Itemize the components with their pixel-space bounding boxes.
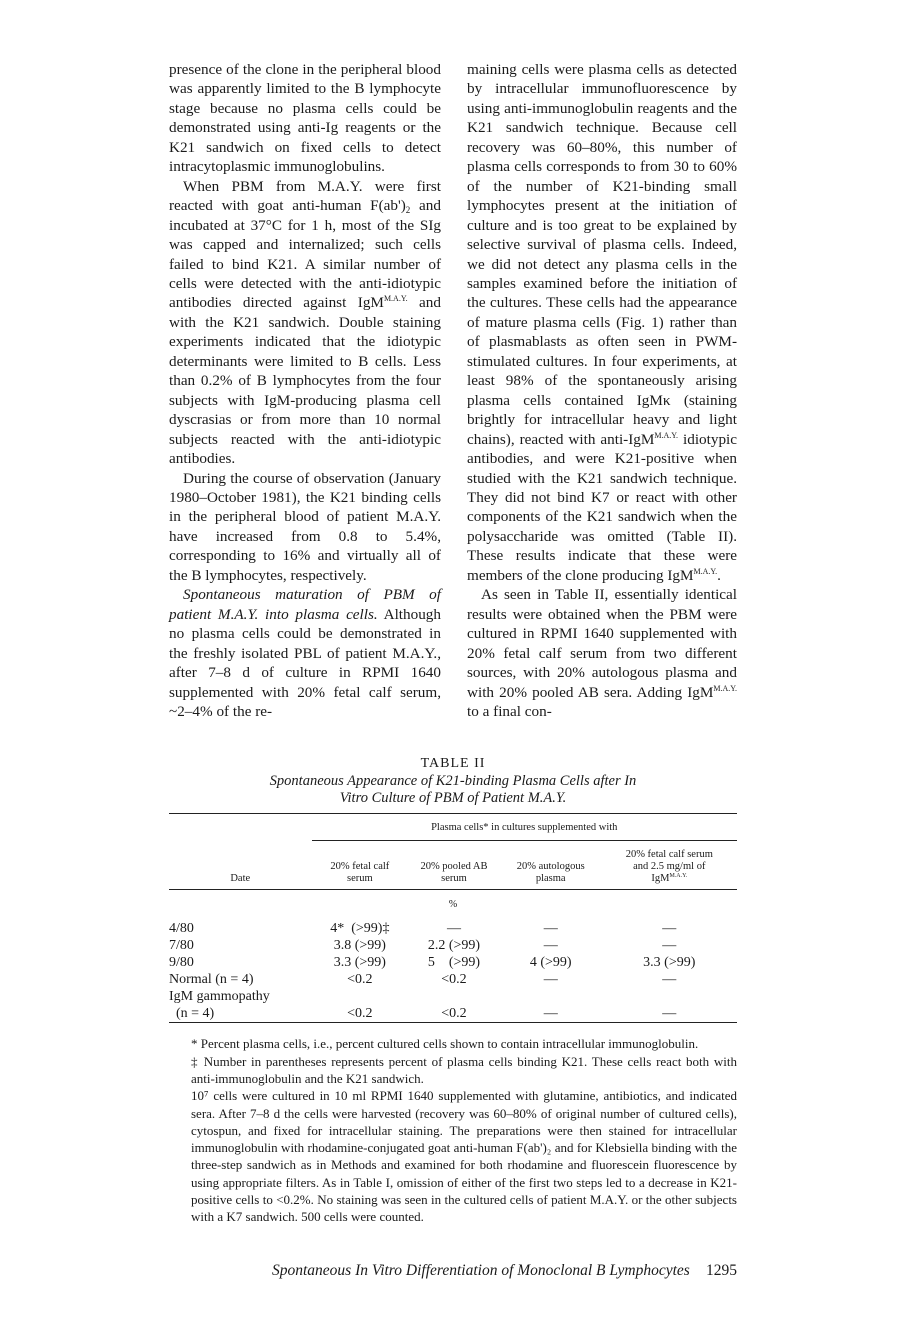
table-cell: 3.3 (>99) [643, 955, 696, 971]
text-run: . [717, 566, 721, 584]
table-cell: 2.2 (>99) [427, 938, 481, 954]
right-text-column [467, 60, 737, 721]
unit-label: % [448, 899, 458, 911]
paragraph [467, 60, 737, 585]
table-cell: — [543, 1006, 558, 1022]
header-autologous [500, 841, 602, 890]
text-run: As seen in Table II, essentially identical results were obtained when the PBM were cultured in RPMI 1640 supplemented with 20% fetal calf serum from two different sources, with 20% autologous plasma and with 20% pooled AB sera. Adding IgM [467, 586, 737, 701]
table-cell: — [662, 921, 677, 937]
table-footnotes [191, 1035, 737, 1225]
header-superscript: M.A.Y. [669, 873, 688, 880]
text-run: During the course of observation (January 1980–October 1981), the K21 binding cells in the peripheral blood of patient M.A.Y. have increased from 0.8 to 5.4%, corresponding to 16% and virtually all of the B lymphocytes, respectively. [169, 469, 441, 584]
header-date: Date [169, 841, 312, 890]
table-cell: <0.2 [347, 1006, 373, 1022]
row-label: (n = 4) [169, 1006, 215, 1022]
table-label: TABLE II [420, 756, 486, 772]
table-cell: 3.8 (>99) [333, 938, 386, 954]
table-cell: — [543, 972, 558, 988]
header-text: 20% fetal calf serum [330, 861, 390, 885]
spanner-header: Plasma cells* in cultures supplemented with [312, 814, 738, 841]
footnote-asterisk: * Percent plasma cells, i.e., percent cultured cells shown to contain intracellular immunoglobulin. [191, 1036, 699, 1052]
row-label: 9/80 [169, 955, 194, 971]
row-label: 7/80 [169, 938, 194, 954]
table-cell: 5 (>99) [427, 955, 481, 971]
row-label: 4/80 [169, 921, 194, 937]
text-run: maining cells were plasma cells as detected by intracellular immunofluorescence by using anti-immunoglobulin reagents and the K21 sandwich technique. Because cell recovery was 60–80%, this number of plasma cells corresponds to from 30 to 60% of the number of K21-binding small lymphocytes present at the initiation of culture and is too great to be explained by selective survival of plasma cells. Indeed, we did not detect any plasma cells in the samples examined before the initiation of the cultures. These cells had the appearance of mature plasma cells (Fig. 1) rather than of plasmablasts as often seen in PWM-stimulated cultures. In four experiments, at least 98% of the spontaneously arising plasma cells contained IgMκ (staining brightly for intracellular heavy and light chains), reacted with anti-IgM [467, 61, 737, 448]
table-cell [312, 988, 409, 1005]
header-pooled-ab [408, 841, 500, 890]
table-cell: — [662, 938, 677, 954]
body-columns [169, 60, 737, 721]
text-run: idiotypic antibodies, and were K21-positive when studied with the K21 sandwich technique. They did not bind K7 or react with other components of the K21 sandwich when the polysaccharide was omitted (Table II). These results indicate that these were members of the clone producing IgM [467, 430, 737, 584]
header-text: 20% fetal calf serum and 2.5 mg/ml of IgM [625, 849, 713, 885]
table-cell: 4 (>99) [529, 955, 572, 971]
table-cell: — [446, 921, 461, 937]
table-cell: — [662, 972, 677, 988]
header-text: 20% pooled AB serum [420, 861, 488, 885]
text-run: and with the K21 sandwich. Double staining experiments indicated that the idiotypic determinants were limited to B cells. Less than 0.2% of B lymphocytes from the four subjects with IgM-producing plasma cell dyscrasias or from more than 10 normal subjects reacted with the anti-idiotypic antibodies. [169, 294, 441, 468]
left-text-column [169, 60, 441, 721]
header-fetal-calf-igm [602, 841, 737, 890]
table-row [169, 971, 737, 988]
superscript: M.A.Y. [693, 566, 718, 576]
data-table [169, 813, 737, 1023]
superscript: M.A.Y. [713, 683, 737, 693]
paragraph [169, 177, 441, 469]
page-footer [169, 1262, 737, 1280]
table-cell: — [543, 938, 558, 954]
paragraph [169, 60, 441, 177]
header-text: 20% autologous plasma [516, 861, 585, 885]
page-number: 1295 [706, 1261, 737, 1279]
header-fetal-calf [312, 841, 409, 890]
superscript: M.A.Y. [654, 430, 679, 440]
table-cell: 4* (>99)‡ [330, 921, 390, 937]
table-cell [602, 988, 737, 1005]
paragraph [169, 469, 441, 586]
table-cell: 3.3 (>99) [333, 955, 386, 971]
table-cell: — [543, 921, 558, 937]
table-row [169, 1005, 737, 1023]
running-title: Spontaneous In Vitro Differentiation of Monoclonal B Lymphocytes [272, 1261, 690, 1279]
table-cell [408, 988, 500, 1005]
footnote-dagger: ‡ Number in parentheses represents percent of plasma cells binding K21. These cells react both with anti-immunoglobulin and the K21 sandwich. [191, 1053, 737, 1086]
table-cell: <0.2 [347, 972, 373, 988]
row-label: Normal (n = 4) [169, 972, 254, 988]
table-cell: <0.2 [441, 1006, 467, 1022]
text-run: to a final con- [467, 702, 552, 720]
table-cell: — [662, 1006, 677, 1022]
table-cell: <0.2 [441, 972, 467, 988]
subscript: 2 [405, 205, 411, 216]
table-row [169, 920, 737, 937]
table-block [169, 755, 737, 1225]
paragraph [169, 585, 441, 721]
text-run: Although no plasma cells could be demonstrated in the freshly isolated PBL of patient M.A.Y., after 7–8 d of culture in RPMI 1640 supplemented with 20% fetal calf serum, ~2–4% of the re- [169, 605, 441, 720]
footnote-methods: 10⁷ cells were cultured in 10 ml RPMI 1640 supplemented with glutamine, antibiotics, and indicated sera. After 7–8 d the cells were harvested (recovery was 60–80% of original number of cultured cells), cytospun, and fixed for intracellular staining. The preparations were then stained for intracellular immunoglobulin with rhodamine-conjugated goat anti-human F(ab')₂ and for Klebsiella binding with the three-step sandwich as in Methods and examined for both rhodamine and fluorescein fluorescence by using appropriate filters. As in Table I, omission of either of the first two steps led to a decrease in K21-positive cells to <0.2%. No staining was seen in the cultured cells of patient M.A.Y. or the other subjects with a K7 sandwich. 500 cells were counted. [191, 1088, 737, 1225]
text-run: and incubated at 37°C for 1 h, most of the SIg was capped and internalized; such cells failed to bind K21. A similar number of cells were detected with the anti-idiotypic antibodies directed against IgM [169, 197, 441, 312]
table-cell [500, 988, 602, 1005]
text-run: presence of the clone in the peripheral blood was apparently limited to the B lymphocyte stage because no plasma cells could be demonstrated using anti-Ig reagents or the K21 sandwich on fixed cells to detect intracytoplasmic immunoglobulins. [169, 61, 441, 176]
text-run: When PBM from M.A.Y. were first reacted with goat anti-human F(ab') [169, 177, 441, 215]
table-row [169, 988, 737, 1005]
table-row [169, 954, 737, 971]
paragraph [467, 585, 737, 721]
superscript: M.A.Y. [383, 294, 408, 304]
table-row [169, 937, 737, 954]
row-label: IgM gammopathy [169, 989, 270, 1005]
italic-run-in-heading: Spontaneous maturation of PBM of patient M.A.Y. into plasma cells. [169, 586, 441, 623]
table-title: Spontaneous Appearance of K21-binding Plasma Cells after In Vitro Culture of PBM of Patient M.A.Y. [269, 773, 637, 807]
